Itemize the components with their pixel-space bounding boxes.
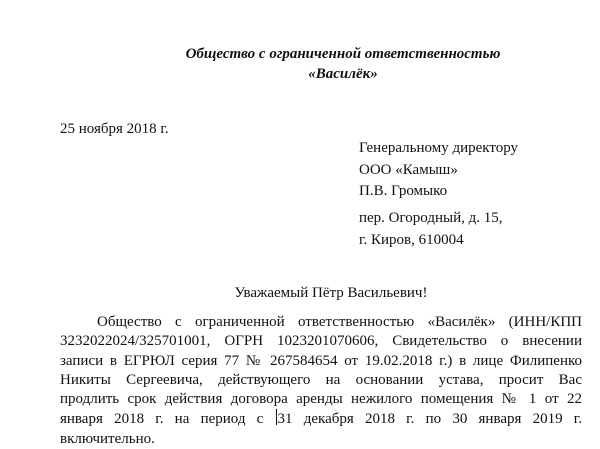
text-cursor [276, 409, 277, 425]
sender-org-line-2: «Василёк» [308, 66, 378, 82]
salutation: Уважаемый Пётр Васильевич! [234, 285, 428, 301]
letter-body-paragraph[interactable] [60, 313, 582, 449]
body-line: продлить срок действия договора аренды нежилого помещения № 1 от 22 [60, 391, 582, 408]
sender-org-line-1: Общество с ограниченной ответственностью [185, 46, 501, 62]
body-line-part: 31 декабря 2018 г. по 30 января 2019 г. [277, 411, 583, 428]
address-city: г. Киров, 610004 [359, 231, 464, 248]
addressee-company: ООО «Камыш» [359, 161, 458, 178]
address-street: пер. Огородный, д. 15, [359, 210, 503, 226]
body-line: Общество с ограниченной ответственностью «Василёк» (ИНН/КПП [97, 314, 582, 330]
addressee-block [359, 138, 518, 203]
body-line: включительно. [60, 430, 155, 447]
addressee-name: П.В. Громыко [359, 183, 448, 199]
addressee-position: Генеральному директору [359, 140, 519, 156]
addressee-address-block [359, 208, 503, 251]
body-line-part: января 2018 г. на период с [60, 411, 275, 428]
body-line: записи в ЕГРЮЛ серия 77 № 267584654 от 19.02.2018 г.) в лице Филипенко [60, 352, 582, 369]
sender-organization-header [0, 44, 600, 84]
body-line-with-cursor [60, 409, 582, 429]
letter-date: 25 ноября 2018 г. [60, 121, 169, 137]
body-line: 3232022024/325701001, ОГРН 1023201070606, Свидетельство о внесении [60, 333, 582, 350]
body-line: Никиты Сергеевича, действующего на основании устава, просит Вас [60, 371, 582, 388]
